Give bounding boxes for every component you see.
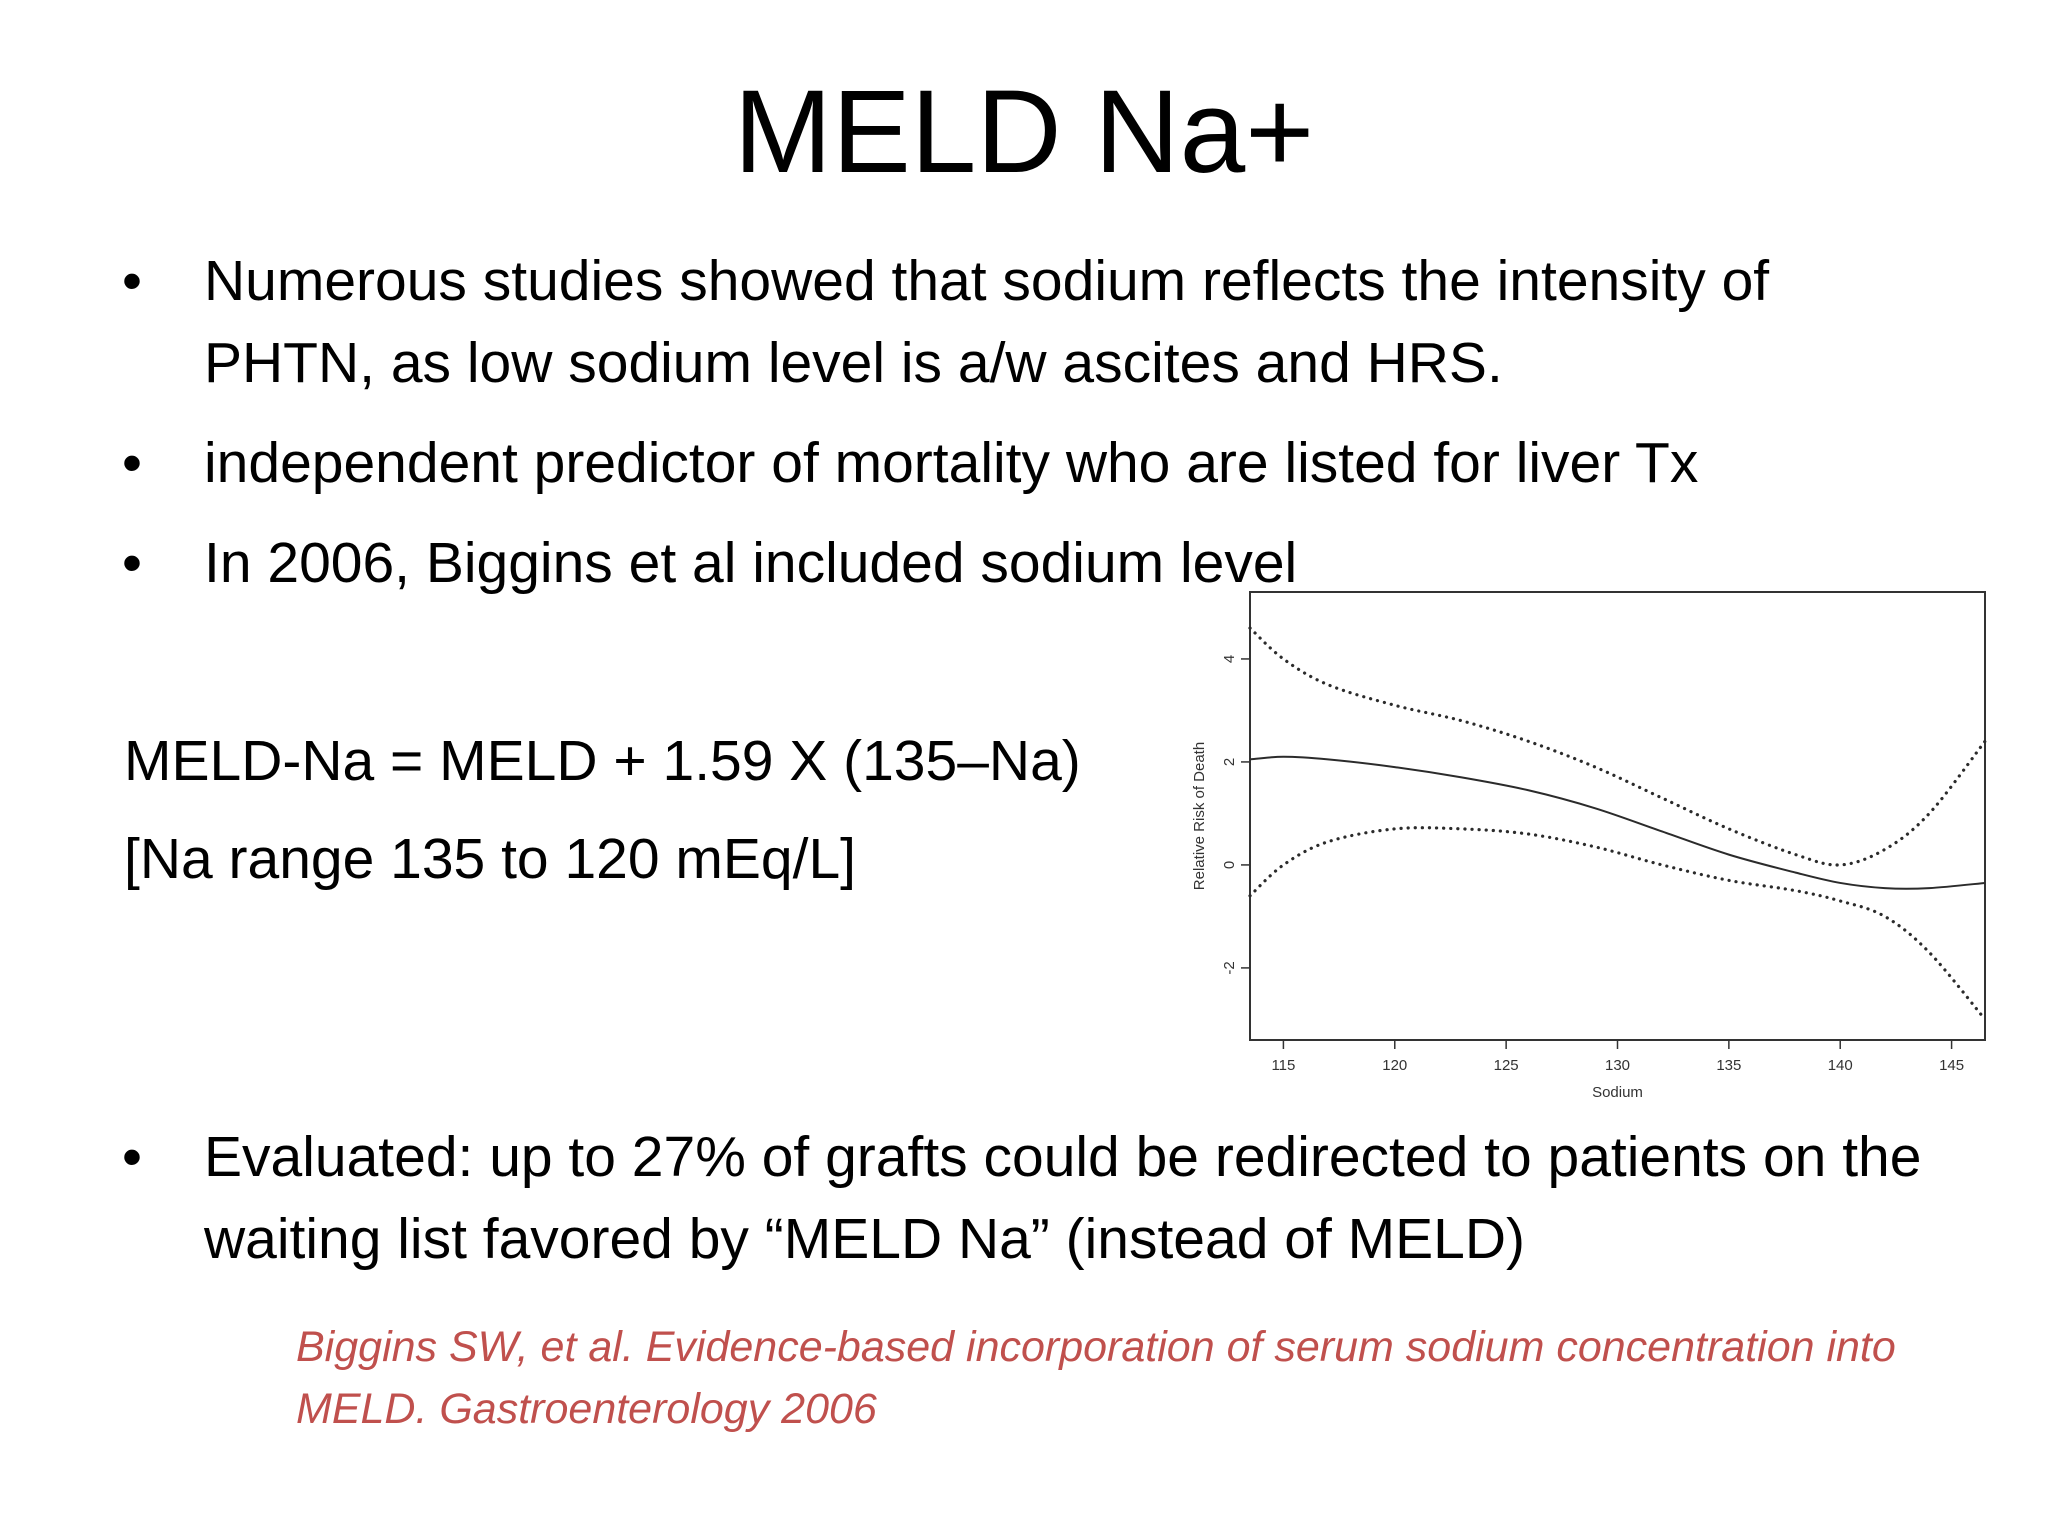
- x-tick-label: 145: [1939, 1057, 1965, 1074]
- x-tick-label: 125: [1493, 1057, 1519, 1074]
- x-axis: [1271, 1040, 1964, 1074]
- y-axis-title: Relative Risk of Death: [1190, 741, 1208, 891]
- series-layer: [1250, 628, 1985, 1019]
- confidence-band-line: [1250, 828, 1985, 1020]
- bullet-text: In 2006, Biggins et al included sodium level: [204, 531, 1298, 595]
- x-tick-label: 130: [1604, 1057, 1631, 1074]
- sodium-range: [Na range 135 to 120 mEq/L]: [124, 827, 856, 891]
- bullet-symbol: •: [122, 431, 142, 495]
- x-tick-label: 115: [1271, 1057, 1296, 1074]
- bullet-symbol: •: [122, 1125, 142, 1189]
- y-tick-label: -2: [1220, 961, 1238, 975]
- bullet-item: [122, 422, 1942, 504]
- x-tick-label: 140: [1827, 1057, 1853, 1074]
- y-tick-label: 0: [1220, 860, 1238, 870]
- bullet-text: Evaluated: up to 27% of grafts could be redirected to patients on the waiting list favored by “MELD Na” (instead of MELD): [204, 1125, 1922, 1271]
- bullet-symbol: •: [122, 249, 142, 313]
- page-title: MELD Na+: [733, 66, 1315, 198]
- x-axis-title: Sodium: [1592, 1084, 1643, 1101]
- relative-risk-chart: [1150, 580, 2000, 1140]
- y-tick-label: 4: [1220, 654, 1238, 664]
- chart-svg: [1150, 580, 2000, 1140]
- x-tick-label: 135: [1716, 1057, 1742, 1074]
- citation: Biggins SW, et al. Evidence-based incorporation of serum sodium concentration into MELD. Gastroenterology 2006: [296, 1323, 1896, 1433]
- bullet-symbol: •: [122, 531, 142, 595]
- x-tick-label: 120: [1382, 1057, 1408, 1074]
- bullet-item: [122, 240, 1942, 404]
- bullet-list-bottom: [122, 1116, 1942, 1298]
- y-tick-label: 2: [1220, 757, 1238, 767]
- y-axis: [1221, 655, 1250, 975]
- bullet-list: [122, 240, 1942, 622]
- meld-na-formula: MELD-Na = MELD + 1.59 X (135–Na): [124, 729, 1081, 793]
- bullet-item: [122, 1116, 1942, 1280]
- bullet-text: Numerous studies showed that sodium reflects the intensity of PHTN, as low sodium level is a/w ascites and HRS.: [204, 249, 1770, 395]
- risk-curve-line: [1250, 757, 1985, 889]
- bullet-text: independent predictor of mortality who are listed for liver Tx: [204, 431, 1699, 495]
- confidence-band-line: [1250, 628, 1985, 865]
